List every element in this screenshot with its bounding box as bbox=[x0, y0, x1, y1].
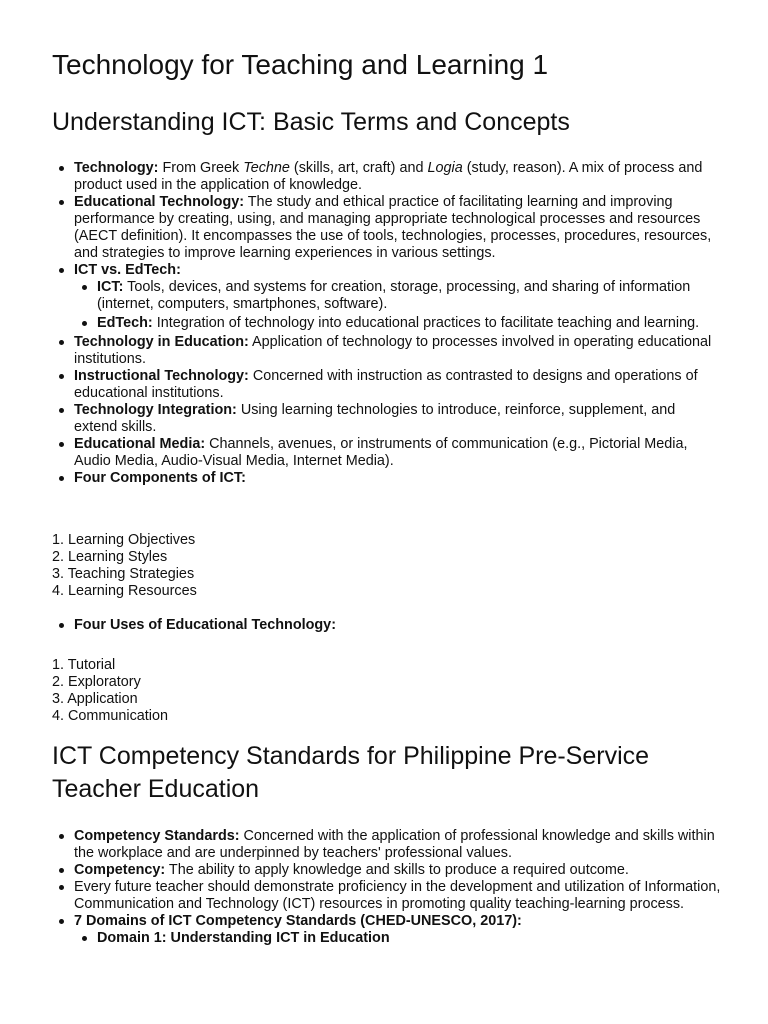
ict-text: Tools, devices, and systems for creation, storage, processing, and sharing of information (internet, computers, smartphones, software). bbox=[97, 279, 691, 312]
technology-text-c: (study, reason). A mix of process and product used in the application of knowledge. bbox=[74, 160, 703, 193]
technology-integration-text: Using learning technologies to introduce, reinforce, supplement, and extend skills. bbox=[74, 402, 676, 435]
list-item-competency bbox=[74, 862, 722, 879]
ict-vs-edtech-sublist bbox=[74, 279, 722, 332]
document-title: Technology for Teaching and Learning 1 bbox=[52, 49, 549, 80]
instructional-technology-text: Concerned with instruction as contrasted to designs and operations of educational institutions. bbox=[74, 368, 698, 401]
competency-list bbox=[74, 828, 722, 949]
term-ict-vs-edtech: ICT vs. EdTech: bbox=[74, 262, 181, 278]
list-item-educational-media bbox=[74, 436, 722, 470]
list-item-instructional-technology bbox=[74, 368, 722, 402]
term-educational-technology: Educational Technology: bbox=[74, 194, 245, 210]
use-item: 3. Application bbox=[52, 691, 138, 707]
component-item: 1. Learning Objectives bbox=[52, 532, 196, 548]
four-uses-list bbox=[74, 617, 722, 634]
sublist-item-edtech bbox=[97, 315, 722, 332]
technology-text-b: (skills, art, craft) and bbox=[289, 160, 428, 176]
technology-text-a: From Greek bbox=[158, 160, 244, 176]
term-instructional-technology: Instructional Technology: bbox=[74, 368, 249, 384]
list-item-ict-vs-edtech bbox=[74, 262, 722, 332]
component-item: 4. Learning Resources bbox=[52, 583, 197, 599]
edtech-text: Integration of technology into educational practices to facilitate teaching and learning. bbox=[152, 315, 700, 331]
uses-list bbox=[52, 657, 452, 725]
term-competency: Competency: bbox=[74, 862, 166, 878]
competency-text: The ability to apply knowledge and skills to produce a required outcome. bbox=[165, 862, 629, 878]
sublist-item-domain-1 bbox=[97, 930, 722, 947]
term-domain-1: Domain 1: Understanding ICT in Education bbox=[97, 930, 390, 946]
list-item-technology-in-education bbox=[74, 334, 722, 368]
word-logia: Logia bbox=[427, 160, 463, 176]
list-item-four-components bbox=[74, 470, 722, 487]
technology-in-education-text: Application of technology to processes involved in operating educational institutions. bbox=[74, 334, 712, 367]
domains-sublist bbox=[74, 930, 722, 947]
section-heading-basic-terms: Understanding ICT: Basic Terms and Concepts bbox=[52, 108, 570, 136]
list-item-seven-domains bbox=[74, 913, 722, 947]
term-four-components: Four Components of ICT: bbox=[74, 470, 246, 486]
term-technology: Technology: bbox=[74, 160, 159, 176]
list-item-four-uses bbox=[74, 617, 722, 634]
components-list bbox=[52, 532, 452, 600]
term-four-uses: Four Uses of Educational Technology: bbox=[74, 617, 336, 633]
term-educational-media: Educational Media: bbox=[74, 436, 206, 452]
every-future-teacher-text: Every future teacher should demonstrate proficiency in the development and utilization of Information, Communication and Technology (ICT) resources in promoting quality teaching-learning process. bbox=[74, 879, 721, 912]
educational-technology-text: The study and ethical practice of facilitating learning and improving performance by creating, using, and managing appropriate technological processes and resources (AECT definition). It encompasses the use of tools, technologies, processes, procedures, resources, and strategies to improve learning experiences in various settings. bbox=[74, 194, 712, 261]
list-item-technology bbox=[74, 160, 722, 194]
term-technology-integration: Technology Integration: bbox=[74, 402, 237, 418]
list-item-every-future-teacher bbox=[74, 879, 722, 913]
word-techne: Techne bbox=[243, 160, 290, 176]
term-ict: ICT: bbox=[97, 279, 124, 295]
section-heading-ict-competency: ICT Competency Standards for Philippine Pre-Service Teacher Education bbox=[52, 742, 650, 803]
component-item: 2. Learning Styles bbox=[52, 549, 168, 565]
competency-standards-text: Concerned with the application of professional knowledge and skills within the workplace and are underpinned by teachers' professional values. bbox=[74, 828, 715, 861]
use-item: 4. Communication bbox=[52, 708, 168, 724]
list-item-technology-integration bbox=[74, 402, 722, 436]
sublist-item-ict bbox=[97, 279, 722, 313]
use-item: 2. Exploratory bbox=[52, 674, 141, 690]
list-item-competency-standards bbox=[74, 828, 722, 862]
list-item-educational-technology bbox=[74, 194, 722, 262]
term-edtech: EdTech: bbox=[97, 315, 153, 331]
term-competency-standards: Competency Standards: bbox=[74, 828, 240, 844]
use-item: 1. Tutorial bbox=[52, 657, 116, 673]
educational-media-text: Channels, avenues, or instruments of communication (e.g., Pictorial Media, Audio Media, Audio-Visual Media, Internet Media). bbox=[74, 436, 688, 469]
component-item: 3. Teaching Strategies bbox=[52, 566, 195, 582]
term-seven-domains: 7 Domains of ICT Competency Standards (CHED-UNESCO, 2017): bbox=[74, 913, 522, 929]
term-technology-in-education: Technology in Education: bbox=[74, 334, 249, 350]
basic-terms-list bbox=[74, 160, 722, 487]
